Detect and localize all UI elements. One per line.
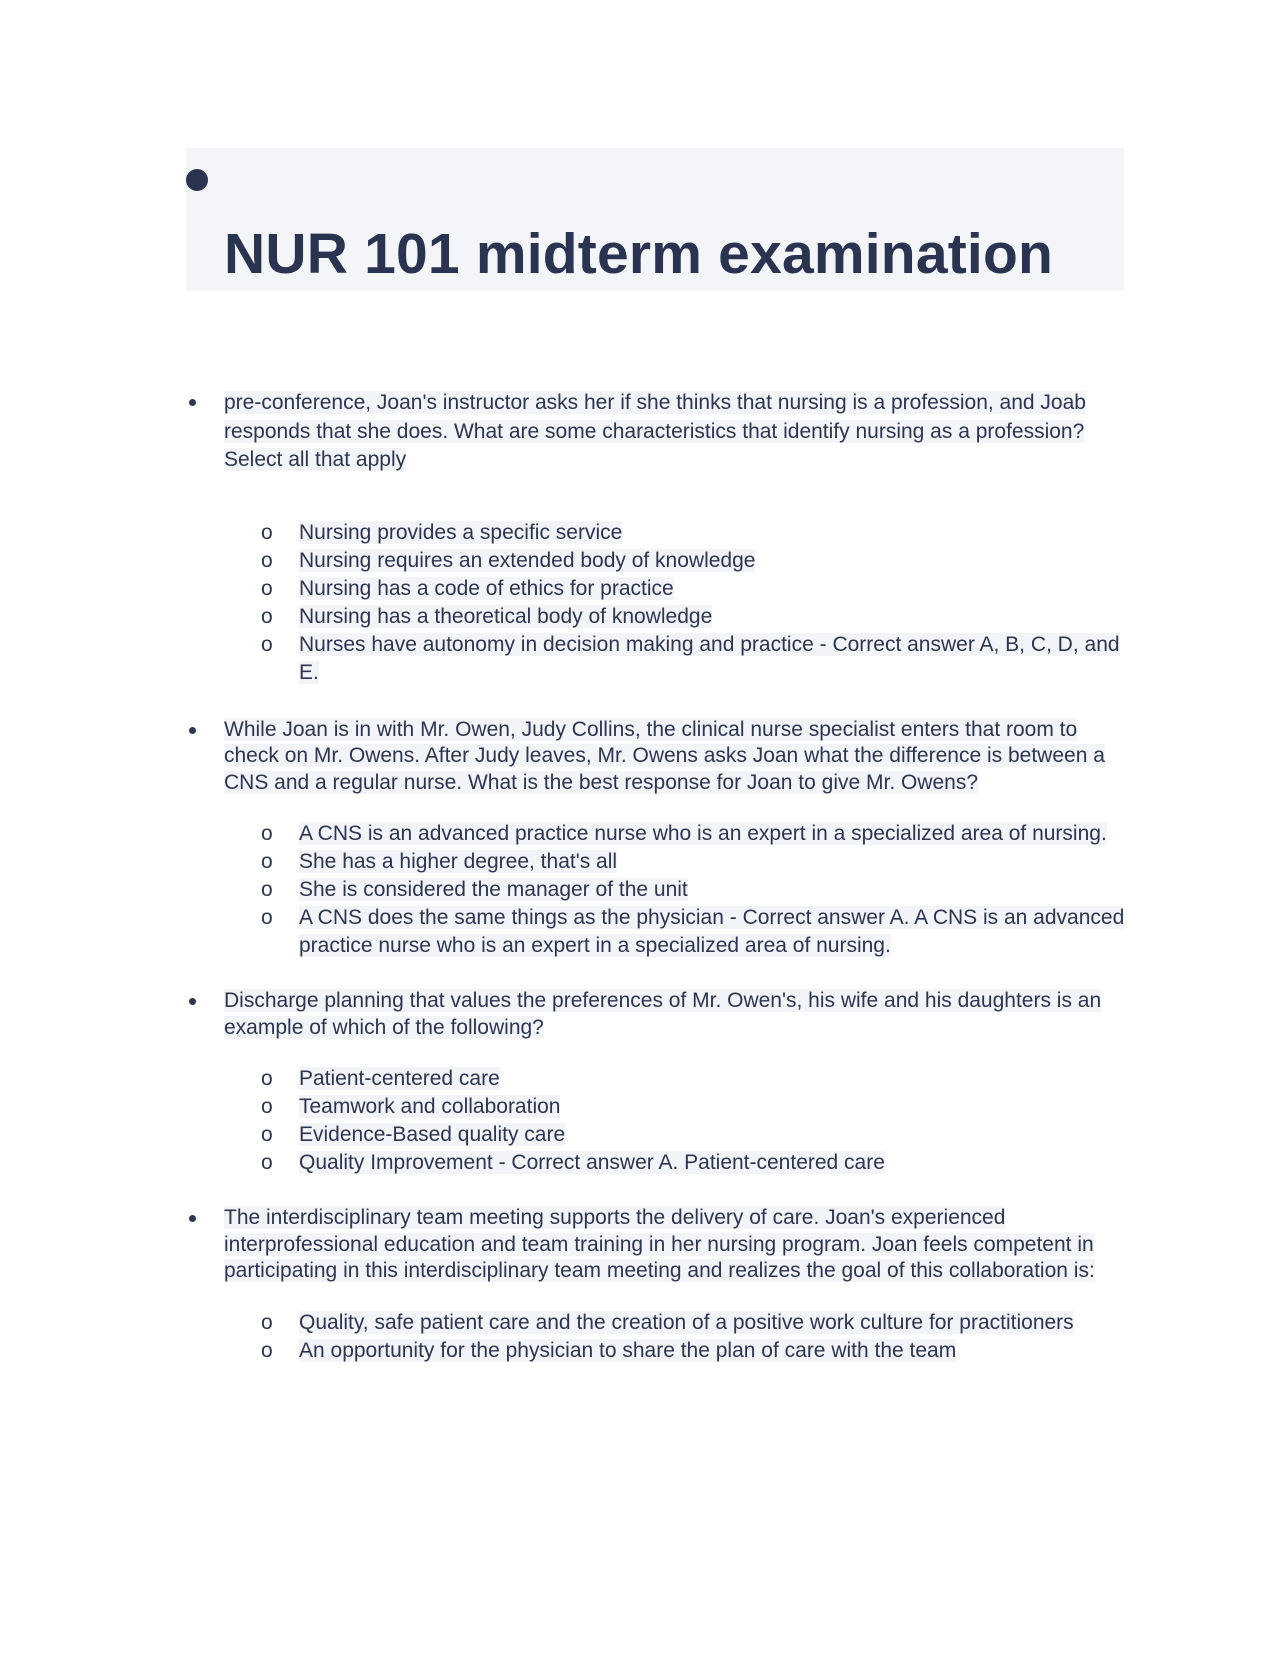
sub-bullet-marker: o <box>261 906 273 929</box>
question-text: Discharge planning that values the preferences of Mr. Owen's, his wife and his daughters is an example of which of the following? <box>224 989 1102 1039</box>
question-text: The interdisciplinary team meeting supports the delivery of care. Joan's experienced interprofessional education and team training in her nursing program. Joan feels competent in participating in this interdisciplinary team meeting and realizes the goal of this collaboration is: <box>224 1206 1095 1282</box>
sub-bullet-marker: o <box>261 1067 273 1090</box>
title-bullet-icon <box>186 169 208 191</box>
bullet-icon <box>189 399 196 406</box>
option-list <box>224 1065 1126 1177</box>
question-list <box>186 389 1126 1365</box>
sub-bullet-marker: o <box>261 1151 273 1174</box>
option-list <box>224 1309 1126 1365</box>
sub-bullet-marker: o <box>261 576 273 600</box>
page-title: NUR 101 midterm examination <box>224 222 1053 286</box>
sub-bullet-marker: o <box>261 822 273 845</box>
sub-bullet-marker: o <box>261 604 273 628</box>
question-1 <box>186 389 1126 687</box>
sub-bullet-marker: o <box>261 520 273 544</box>
sub-bullet-marker: o <box>261 850 273 873</box>
option-item: o Nursing has a theoretical body of knowledge <box>299 603 1126 631</box>
option-list <box>224 519 1126 687</box>
option-item: o She is considered the manager of the unit <box>299 876 1126 904</box>
bullet-icon <box>189 1215 196 1222</box>
sub-bullet-marker: o <box>261 1310 273 1334</box>
question-3 <box>186 988 1126 1177</box>
option-item: o Quality, safe patient care and the creation of a positive work culture for practitioners <box>299 1309 1126 1337</box>
sub-bullet-marker: o <box>261 1123 273 1146</box>
option-item: o Quality Improvement - Correct answer A. Patient-centered care <box>299 1149 1126 1177</box>
bullet-icon <box>189 727 196 734</box>
option-item: o An opportunity for the physician to share the plan of care with the team <box>299 1337 1126 1365</box>
option-item: o She has a higher degree, that's all <box>299 848 1126 876</box>
option-item: o Teamwork and collaboration <box>299 1093 1126 1121</box>
question-text: pre-conference, Joan's instructor asks her if she thinks that nursing is a profession, and Joab responds that she does. What are some characteristics that identify nursing as a profession? Select all that apply <box>224 391 1086 471</box>
sub-bullet-marker: o <box>261 1095 273 1118</box>
option-item: o Evidence-Based quality care <box>299 1121 1126 1149</box>
sub-bullet-marker: o <box>261 632 273 656</box>
option-item: o Nurses have autonomy in decision making and practice - Correct answer A, B, C, D, and E. <box>261 632 1120 684</box>
option-item: o A CNS is an advanced practice nurse who is an expert in a specialized area of nursing. <box>299 820 1126 848</box>
question-4 <box>186 1205 1126 1365</box>
option-item: o Nursing has a code of ethics for practice <box>299 575 1126 603</box>
option-list <box>224 820 1126 960</box>
question-2 <box>186 717 1126 961</box>
bullet-icon <box>189 998 196 1005</box>
option-item: o Nursing requires an extended body of knowledge <box>299 547 1126 575</box>
sub-bullet-marker: o <box>261 548 273 572</box>
option-item: o Nursing provides a specific service <box>299 519 1126 547</box>
question-text: While Joan is in with Mr. Owen, Judy Collins, the clinical nurse specialist enters that room to check on Mr. Owens. After Judy leaves, Mr. Owens asks Joan what the difference is between a CNS and a regular nurse. What is the best response for Joan to give Mr. Owens? <box>224 717 1105 794</box>
sub-bullet-marker: o <box>261 1338 273 1362</box>
sub-bullet-marker: o <box>261 878 273 901</box>
title-block <box>186 148 1124 291</box>
option-item: o Patient-centered care <box>299 1065 1126 1093</box>
option-item: o A CNS does the same things as the physician - Correct answer A. A CNS is an advanced practice nurse who is an expert in a specialized area of nursing. <box>261 906 1125 957</box>
